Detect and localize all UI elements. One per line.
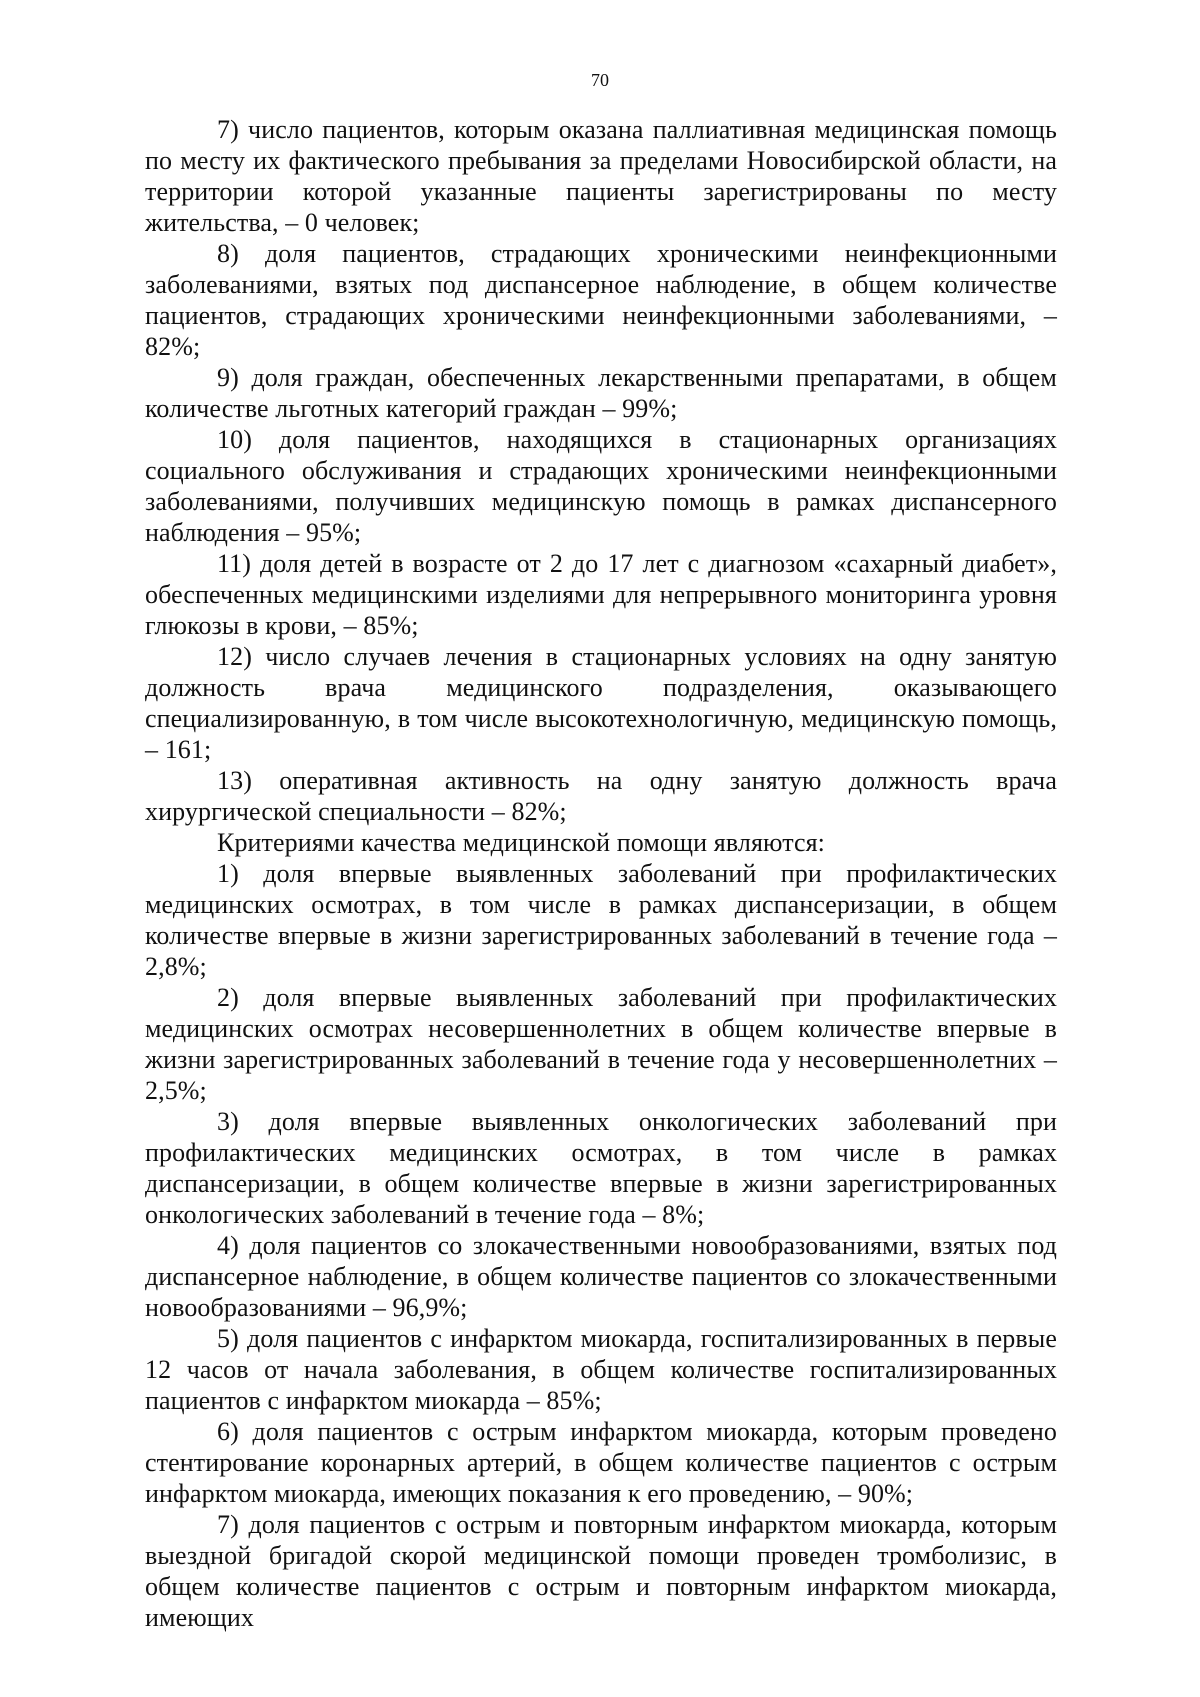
paragraph-indicator-7: 7) число пациентов, которым оказана паллиативная медицинская помощь по месту их фактического пребывания за пределами Новосибирской области, на территории которой указанные пациенты зарегистрированы по месту жительства, – 0 человек; <box>145 115 1057 237</box>
paragraph-indicator-9: 9) доля граждан, обеспеченных лекарственными препаратами, в общем количестве льготных категорий граждан – 99%; <box>145 363 1057 423</box>
paragraph-indicator-12: 12) число случаев лечения в стационарных условиях на одну занятую должность врача медицинского подразделения, оказывающего специализированную, в том числе высокотехнологичную, медицинскую помощь, – 161; <box>145 642 1057 764</box>
paragraph-criterion-1: 1) доля впервые выявленных заболеваний при профилактических медицинских осмотрах, в том числе в рамках диспансеризации, в общем количестве впервые в жизни зарегистрированных заболеваний в течение года – 2,8%; <box>145 859 1057 981</box>
document-body <box>145 114 1057 1633</box>
paragraph-criterion-2: 2) доля впервые выявленных заболеваний при профилактических медицинских осмотрах несовершеннолетних в общем количестве впервые в жизни зарегистрированных заболеваний в течение года у несовершеннолетних – 2,5%; <box>145 983 1057 1105</box>
page-number: 70 <box>591 70 609 90</box>
paragraph-criterion-6: 6) доля пациентов с острым инфарктом миокарда, которым проведено стентирование коронарных артерий, в общем количестве пациентов с острым инфарктом миокарда, имеющих показания к его проведению, – 90%; <box>145 1417 1057 1508</box>
paragraph-criterion-7: 7) доля пациентов с острым и повторным инфарктом миокарда, которым выездной бригадой скорой медицинской помощи проведен тромболизис, в общем количестве пациентов с острым и повторным инфарктом миокарда, имеющих <box>145 1510 1057 1632</box>
paragraph-indicator-10: 10) доля пациентов, находящихся в стационарных организациях социального обслуживания и страдающих хроническими неинфекционными заболеваниями, получивших медицинскую помощь в рамках диспансерного наблюдения – 95%; <box>145 425 1057 547</box>
paragraph-indicator-13: 13) оперативная активность на одну занятую должность врача хирургической специальности – 82%; <box>145 766 1057 826</box>
paragraph-indicator-11: 11) доля детей в возрасте от 2 до 17 лет с диагнозом «сахарный диабет», обеспеченных медицинскими изделиями для непрерывного мониторинга уровня глюкозы в крови, – 85%; <box>145 549 1057 640</box>
paragraph-criterion-3: 3) доля впервые выявленных онкологических заболеваний при профилактических медицинских осмотрах, в том числе в рамках диспансеризации, в общем количестве впервые в жизни зарегистрированных онкологических заболеваний в течение года – 8%; <box>145 1107 1057 1229</box>
paragraph-criterion-5: 5) доля пациентов с инфарктом миокарда, госпитализированных в первые 12 часов от начала заболевания, в общем количестве госпитализированных пациентов с инфарктом миокарда – 85%; <box>145 1324 1057 1415</box>
paragraph-indicator-8: 8) доля пациентов, страдающих хроническими неинфекционными заболеваниями, взятых под диспансерное наблюдение, в общем количестве пациентов, страдающих хроническими неинфекционными заболеваниями, – 82%; <box>145 239 1057 361</box>
section-heading-quality-criteria: Критериями качества медицинской помощи являются: <box>217 828 825 857</box>
paragraph-criterion-4: 4) доля пациентов со злокачественными новообразованиями, взятых под диспансерное наблюдение, в общем количестве пациентов со злокачественными новообразованиями – 96,9%; <box>145 1231 1057 1322</box>
